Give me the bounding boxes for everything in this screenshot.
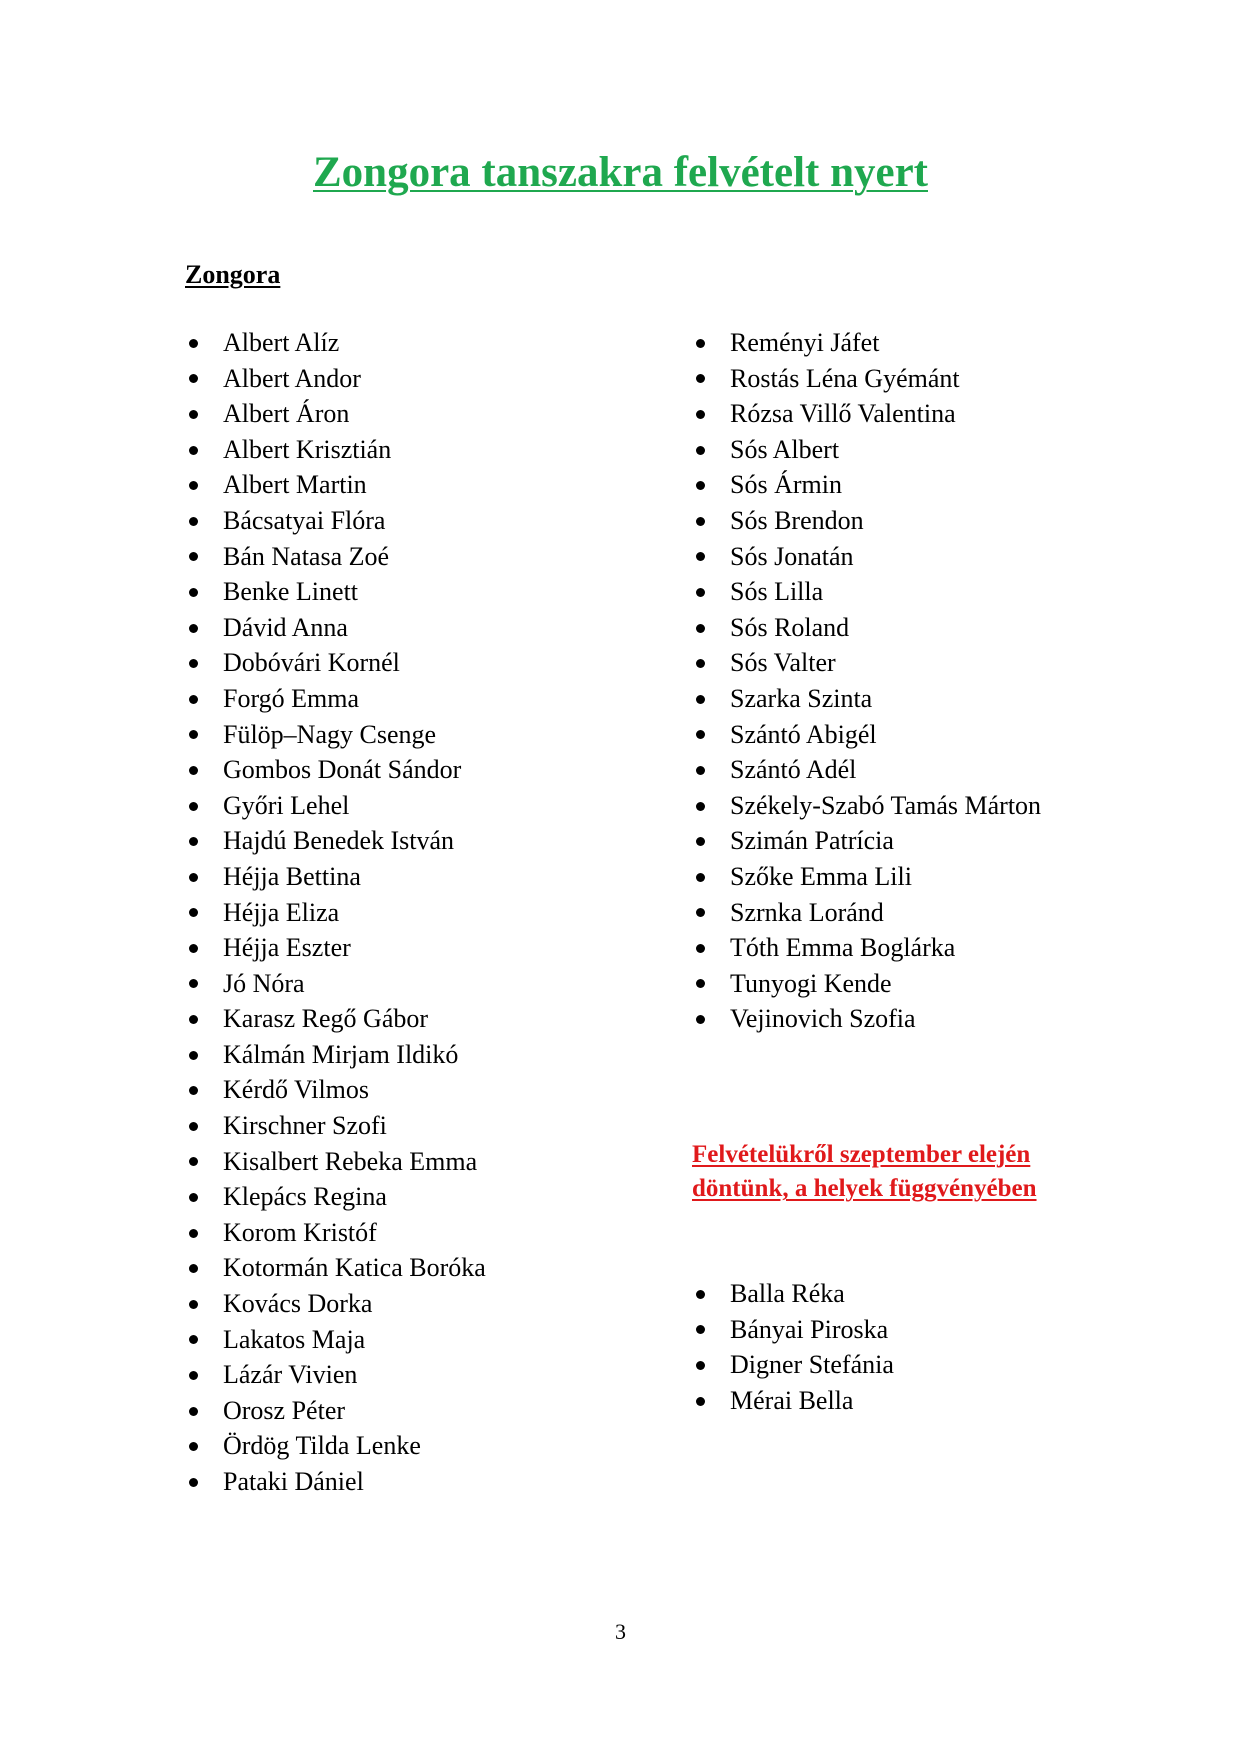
student-name: Rostás Léna Gyémánt xyxy=(730,363,960,393)
bullet-icon xyxy=(189,730,198,739)
student-name: Pataki Dániel xyxy=(223,1467,364,1496)
list-item xyxy=(185,681,486,717)
list-item xyxy=(692,574,1041,610)
list-item xyxy=(185,752,486,788)
list-item xyxy=(185,966,486,1002)
list-item xyxy=(185,396,486,432)
bullet-icon xyxy=(189,1442,198,1451)
bullet-icon xyxy=(189,1229,198,1238)
list-item xyxy=(692,503,1041,539)
student-name: Orosz Péter xyxy=(223,1395,346,1425)
student-name: Jó Nóra xyxy=(223,968,305,998)
list-item xyxy=(692,1347,894,1383)
bullet-icon xyxy=(189,410,198,419)
bullet-icon xyxy=(189,374,198,383)
bullet-icon xyxy=(696,1361,705,1370)
list-item xyxy=(185,539,486,575)
accepted-list-left xyxy=(185,325,486,1500)
section-heading: Zongora xyxy=(185,260,281,289)
list-item xyxy=(185,1037,486,1073)
bullet-icon xyxy=(189,1193,198,1202)
page-title xyxy=(0,148,1241,198)
student-name: Kovács Dorka xyxy=(223,1289,373,1319)
student-name: Albert Áron xyxy=(223,399,350,429)
list-item xyxy=(185,1215,486,1251)
student-name: Digner Stefánia xyxy=(730,1350,894,1380)
page-title-text: Zongora tanszakra felvételt nyert xyxy=(313,149,928,196)
list-item xyxy=(692,681,1041,717)
pending-list xyxy=(692,1276,894,1418)
student-name: Sós Ármin xyxy=(730,470,842,500)
student-name: Sós Jonatán xyxy=(730,541,854,571)
student-name: Klepács Regina xyxy=(223,1182,387,1212)
list-item xyxy=(185,503,486,539)
student-name: Tunyogi Kende xyxy=(730,968,892,998)
bullet-icon xyxy=(189,1264,198,1273)
bullet-icon xyxy=(696,873,705,882)
student-name: Bácsatyai Flóra xyxy=(223,505,386,535)
bullet-icon xyxy=(696,730,705,739)
student-name: Szántó Adél xyxy=(730,755,857,785)
list-item xyxy=(692,1312,894,1348)
bullet-icon xyxy=(696,410,705,419)
list-item xyxy=(185,930,486,966)
student-name: Benke Linett xyxy=(223,577,359,607)
bullet-icon xyxy=(696,695,705,704)
student-name: Szarka Szinta xyxy=(730,683,873,713)
student-name: Lakatos Maja xyxy=(223,1324,366,1354)
list-item xyxy=(692,610,1041,646)
student-name: Forgó Emma xyxy=(223,683,360,713)
student-name: Dobóvári Kornél xyxy=(223,648,400,678)
bullet-icon xyxy=(696,446,705,455)
bullet-icon xyxy=(189,339,198,348)
bullet-icon xyxy=(189,908,198,917)
student-name: Szimán Patrícia xyxy=(730,826,894,856)
bullet-icon xyxy=(696,908,705,917)
list-item xyxy=(692,859,1041,895)
student-name: Rózsa Villő Valentina xyxy=(730,399,956,429)
bullet-icon xyxy=(189,1478,198,1487)
student-name: Dávid Anna xyxy=(223,612,348,642)
bullet-icon xyxy=(189,1086,198,1095)
list-item xyxy=(692,1276,894,1312)
list-item xyxy=(185,1250,486,1286)
student-name: Sós Lilla xyxy=(730,577,824,607)
list-item xyxy=(185,717,486,753)
list-item xyxy=(185,1144,486,1180)
list-item xyxy=(692,396,1041,432)
list-item xyxy=(692,645,1041,681)
bullet-icon xyxy=(189,837,198,846)
list-item xyxy=(692,823,1041,859)
bullet-icon xyxy=(189,1407,198,1416)
list-item xyxy=(692,895,1041,931)
bullet-icon xyxy=(189,695,198,704)
student-name: Karasz Regő Gábor xyxy=(223,1004,429,1034)
student-name: Vejinovich Szofia xyxy=(730,1004,916,1034)
student-name: Székely-Szabó Tamás Márton xyxy=(730,790,1042,820)
bullet-icon xyxy=(189,659,198,668)
list-item xyxy=(692,966,1041,1002)
list-item xyxy=(185,1357,486,1393)
bullet-icon xyxy=(189,1371,198,1380)
student-name: Fülöp–Nagy Csenge xyxy=(223,719,437,749)
student-name: Tóth Emma Boglárka xyxy=(730,933,956,963)
bullet-icon xyxy=(696,837,705,846)
list-item xyxy=(185,1464,486,1500)
list-item xyxy=(185,1179,486,1215)
bullet-icon xyxy=(696,1325,705,1334)
student-name: Ördög Tilda Lenke xyxy=(223,1431,421,1461)
student-name: Kálmán Mirjam Ildikó xyxy=(223,1039,459,1069)
student-name: Szántó Abigél xyxy=(730,719,877,749)
bullet-icon xyxy=(189,552,198,561)
bullet-icon xyxy=(189,802,198,811)
student-name: Sós Roland xyxy=(730,612,850,642)
list-item xyxy=(692,361,1041,397)
list-item xyxy=(185,574,486,610)
list-item xyxy=(185,1322,486,1358)
student-name: Sós Valter xyxy=(730,648,836,678)
bullet-icon xyxy=(189,588,198,597)
student-name: Héjja Eliza xyxy=(223,897,340,927)
list-item xyxy=(185,361,486,397)
bullet-icon xyxy=(189,944,198,953)
list-item xyxy=(692,432,1041,468)
list-item xyxy=(692,1383,894,1419)
list-item xyxy=(185,1001,486,1037)
bullet-icon xyxy=(696,1015,705,1024)
list-item xyxy=(185,645,486,681)
list-item xyxy=(185,432,486,468)
bullet-icon xyxy=(189,1051,198,1060)
bullet-icon xyxy=(189,1300,198,1309)
student-name: Albert Krisztián xyxy=(223,434,392,464)
bullet-icon xyxy=(696,1397,705,1406)
list-item xyxy=(692,539,1041,575)
list-item xyxy=(692,930,1041,966)
student-name: Bányai Piroska xyxy=(730,1314,889,1344)
list-item xyxy=(692,325,1041,361)
accepted-list-right xyxy=(692,325,1041,1037)
student-name: Kirschner Szofi xyxy=(223,1111,387,1141)
bullet-icon xyxy=(696,481,705,490)
student-name: Kérdő Vilmos xyxy=(223,1075,370,1105)
bullet-icon xyxy=(189,1157,198,1166)
list-item xyxy=(185,859,486,895)
pending-heading: Felvételükről szeptember elején döntünk, a helyek függvényében xyxy=(692,1141,1037,1202)
bullet-icon xyxy=(696,552,705,561)
bullet-icon xyxy=(189,873,198,882)
bullet-icon xyxy=(696,588,705,597)
student-name: Kisalbert Rebeka Emma xyxy=(223,1146,478,1176)
bullet-icon xyxy=(189,979,198,988)
list-item xyxy=(692,788,1041,824)
bullet-icon xyxy=(696,339,705,348)
bullet-icon xyxy=(189,1122,198,1131)
bullet-icon xyxy=(696,1290,705,1299)
list-item xyxy=(185,610,486,646)
student-name: Sós Albert xyxy=(730,434,840,464)
bullet-icon xyxy=(696,944,705,953)
list-item xyxy=(185,467,486,503)
student-name: Lázár Vivien xyxy=(223,1360,358,1390)
list-item xyxy=(185,788,486,824)
bullet-icon xyxy=(696,517,705,526)
student-name: Gombos Donát Sándor xyxy=(223,755,462,785)
bullet-icon xyxy=(696,979,705,988)
student-name: Albert Martin xyxy=(223,470,367,500)
list-item xyxy=(185,823,486,859)
list-item xyxy=(692,752,1041,788)
list-item xyxy=(185,325,486,361)
student-name: Héjja Bettina xyxy=(223,861,361,891)
student-name: Bán Natasa Zoé xyxy=(223,541,390,571)
student-name: Korom Kristóf xyxy=(223,1217,377,1247)
bullet-icon xyxy=(189,1015,198,1024)
list-item xyxy=(692,717,1041,753)
student-name: Szőke Emma Lili xyxy=(730,861,912,891)
student-name: Kotormán Katica Boróka xyxy=(223,1253,486,1283)
page-number: 3 xyxy=(615,1619,626,1644)
list-item xyxy=(692,1001,1041,1037)
bullet-icon xyxy=(189,481,198,490)
list-item xyxy=(185,895,486,931)
student-name: Reményi Jáfet xyxy=(730,328,880,357)
student-name: Albert Alíz xyxy=(223,328,340,357)
student-name: Héjja Eszter xyxy=(223,933,351,963)
bullet-icon xyxy=(189,517,198,526)
bullet-icon xyxy=(696,374,705,383)
list-item xyxy=(185,1286,486,1322)
bullet-icon xyxy=(696,624,705,633)
bullet-icon xyxy=(696,659,705,668)
student-name: Balla Réka xyxy=(730,1279,845,1308)
student-name: Hajdú Benedek István xyxy=(223,826,455,856)
bullet-icon xyxy=(696,766,705,775)
bullet-icon xyxy=(189,624,198,633)
bullet-icon xyxy=(189,766,198,775)
student-name: Győri Lehel xyxy=(223,790,350,820)
student-name: Szrnka Loránd xyxy=(730,897,884,927)
student-name: Sós Brendon xyxy=(730,505,864,535)
list-item xyxy=(185,1428,486,1464)
list-item xyxy=(185,1393,486,1429)
bullet-icon xyxy=(189,446,198,455)
bullet-icon xyxy=(696,802,705,811)
list-item xyxy=(692,467,1041,503)
bullet-icon xyxy=(189,1335,198,1344)
student-name: Albert Andor xyxy=(223,363,361,393)
list-item xyxy=(185,1072,486,1108)
list-item xyxy=(185,1108,486,1144)
student-name: Mérai Bella xyxy=(730,1385,854,1415)
